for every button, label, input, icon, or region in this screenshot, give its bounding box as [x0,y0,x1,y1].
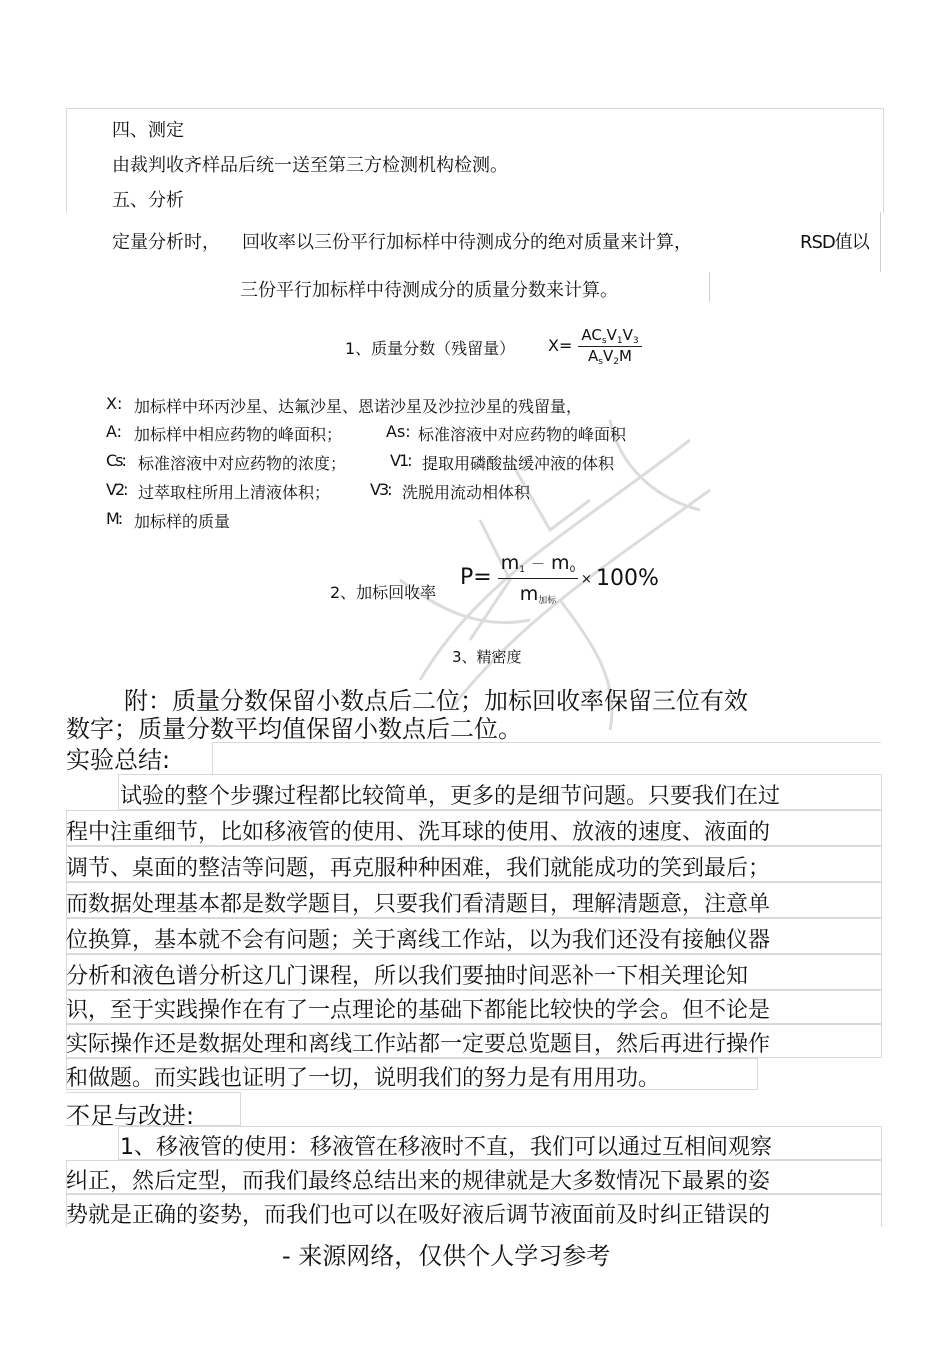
appendix-line-1: 附：质量分数保留小数点后二位；加标回收率保留三位有效 [124,687,748,715]
formula2-fraction [498,552,578,609]
improvement-heading-box [66,1092,241,1126]
frame-line [709,272,710,302]
formula1-denominator: $A_sV_2M$ [588,347,632,367]
definition-v3-text: 洗脱用流动相体积 [402,483,531,502]
summary-line: 程中注重细节，比如移液管的使用、洗耳球的使用、放液的速度、液面的 [66,820,771,845]
improvement-line: 纠正，然后定型，而我们最终总结出来的规律就是大多数情况下最累的姿 [66,1169,771,1194]
definition-x-symbol: X: [106,394,123,413]
definition-a-text: 加标样中相应药物的峰面积； [134,425,343,444]
summary-line: 调节、桌面的整洁等问题，再克服种种困难，我们就能成功的笑到最后； [66,856,771,881]
summary-line: 试验的整个步骤过程都比较简单，更多的是细节问题。只要我们在过 [120,784,781,809]
analysis-text-1b: 回收率以三份平行加标样中待测成分的绝对质量来计算， [242,232,692,253]
formula1-numerator: $AC_sV_1V_3$ [581,326,639,346]
frame-line [880,212,881,272]
analysis-text-2: 三份平行加标样中待测成分的质量分数来计算。 [240,280,618,301]
improvement-line: 势就是正确的姿势，而我们也可以在吸好液后调节液面前及时纠正错误的 [66,1203,771,1228]
definition-m-text: 加标样的质量 [134,512,231,531]
page-footer: - 来源网络，仅供个人学习参考 [282,1242,611,1270]
definition-m-symbol: M: [106,509,122,528]
formula2-numerator: $m_1 - m_0$ [500,552,576,575]
definition-as-symbol: As: [386,422,411,441]
formula2-lhs: P= [460,565,492,590]
definition-v3-symbol: V3: [370,480,391,499]
analysis-text-1c: RSD值以 [800,232,869,253]
definition-v1-text: 提取用磷酸盐缓冲液的体积 [422,454,615,473]
definition-v1-symbol: V1: [390,451,411,470]
improvement-heading: 不足与改进: [66,1102,195,1130]
formula2-times: × [581,572,592,587]
section-heading-analysis: 五、分析 [112,190,184,211]
formula2-denominator: $m_{加标}$ [519,583,557,606]
definition-x-text: 加标样中环丙沙星、达氟沙星、恩诺沙星及沙拉沙星的残留量， [134,397,583,416]
formula2-percent: 100% [596,566,659,591]
formula2-label: 2、加标回收率 [330,583,437,602]
formula1-fraction [578,326,642,367]
precision-label: 3、精密度 [452,648,522,666]
summary-line: 位换算，基本就不会有问题；关于离线工作站，以为我们还没有接触仪器 [66,928,771,953]
summary-heading: 实验总结: [66,746,171,774]
definition-v2-text: 过萃取柱所用上清液体积； [138,483,331,502]
section-heading-determination: 四、测定 [112,120,184,141]
summary-line: 分析和液色谱分析这几门课程，所以我们要抽时间恶补一下相关理论知 [66,964,749,989]
determination-text: 由裁判收齐样品后统一送至第三方检测机构检测。 [112,155,508,176]
improvement-line: 1、移液管的使用：移液管在移液时不直，我们可以通过互相间观察 [120,1135,772,1160]
definition-cs-text: 标准溶液中对应药物的浓度； [138,454,347,473]
definition-as-text: 标准溶液中对应药物的峰面积 [418,425,627,444]
summary-heading-box [212,742,881,775]
formula1-lhs: X= [548,336,573,355]
formula1-label: 1、质量分数（残留量） [345,339,516,358]
analysis-text-1a: 定量分析时， [112,232,220,253]
definition-cs-symbol: Cs: [106,451,125,470]
summary-line: 而数据处理基本都是数学题目，只要我们看清题目，理解清题意，注意单 [66,892,771,917]
appendix-line-2: 数字；质量分数平均值保留小数点后二位。 [66,715,522,743]
definition-v2-symbol: V2: [106,480,127,499]
summary-line: 实际操作还是数据处理和离线工作站都一定要总览题目，然后再进行操作 [66,1032,771,1057]
summary-line: 识，至于实践操作在有了一点理论的基础下都能比较快的学会。但不论是 [66,998,771,1023]
definition-a-symbol: A: [106,422,123,441]
summary-line: 和做题。而实践也证明了一切，说明我们的努力是有用用功。 [66,1066,661,1091]
